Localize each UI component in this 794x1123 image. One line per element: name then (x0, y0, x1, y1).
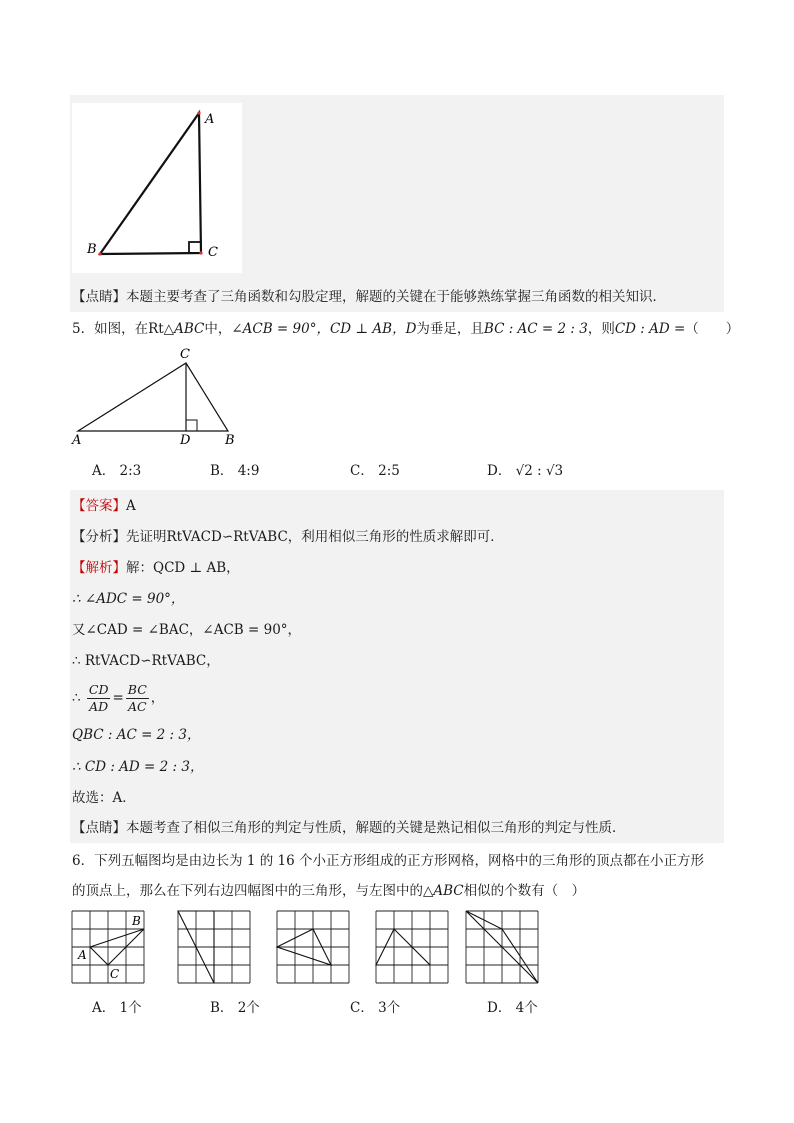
answer-line (72, 496, 136, 516)
therefore-symbol: ∴ (72, 690, 81, 706)
solution-tag: 【解析】 (72, 560, 126, 576)
solution-line-1 (72, 558, 240, 578)
question-6-line-2 (72, 881, 585, 901)
q6-option-d[interactable]: D． 4个 (487, 1000, 538, 1016)
q5-prefix: 5．如图，在 (72, 321, 149, 337)
q5-abc: ABC (174, 321, 205, 337)
solution-line-7: ∴ CD : AD = 2 : 3， (72, 759, 204, 775)
q5-cond1: ∠ACB = 90°， (231, 321, 330, 337)
fraction-tail: ， (150, 690, 165, 706)
q5-option-c[interactable]: C． 2:5 (350, 463, 400, 479)
label-C: C (208, 245, 218, 260)
solution-line-6: QBC : AC = 2 : 3， (72, 727, 201, 743)
dianjing-2-tag: 【点睛】 (72, 820, 126, 836)
solution-line-2: ∴ ∠ADC = 90°， (72, 591, 185, 607)
dianjing-text: 本题主要考查了三角函数和勾股定理，解题的关键在于能够熟练掌握三角函数的相关知识． (126, 289, 666, 305)
q6-line2a: 的顶点上，那么在下列右边四幅图中的三角形，与左图中的 (72, 883, 423, 899)
q5-rt: Rt△ (148, 321, 175, 337)
fraction-cd-ad: $\frac{CD}{AD}$ (88, 682, 109, 714)
q5-option-a[interactable]: A． 2:3 (92, 463, 142, 479)
q5-option-d[interactable]: D． √2 : √3 (487, 463, 564, 479)
fraction-bc-ac: $\frac{BC}{AC}$ (127, 682, 147, 714)
q5-label-B: B (225, 433, 235, 448)
analysis-text: 先证明RtVACD∽RtVABC，利用相似三角形的性质求解即可． (126, 529, 504, 545)
q5-option-b[interactable]: B． 4:9 (210, 463, 260, 479)
q5-cond4: BC : AC = 2 : 3 (483, 321, 588, 337)
question-5-stem (72, 319, 739, 339)
q5-label-C: C (180, 347, 190, 362)
solution-line-3: 又∠CAD = ∠BAC，∠ACB = 90°， (72, 622, 302, 638)
q6-grid-figures (70, 908, 550, 988)
q6-label-B: B (132, 914, 141, 928)
dianjing-2 (72, 818, 626, 838)
label-A: A (205, 112, 215, 127)
q5-cond2: CD ⊥ AB， (329, 321, 406, 337)
answer-value: A (126, 498, 136, 514)
q6-label-A: A (78, 948, 87, 962)
analysis-tag: 【分析】 (72, 529, 126, 545)
fraction-equals: = (112, 690, 124, 706)
top-triangle-figure (72, 103, 242, 273)
answer-tag: 【答案】 (72, 498, 126, 514)
q6-option-b[interactable]: B． 2个 (210, 1000, 260, 1016)
q5-cond5: ，则 (587, 321, 615, 337)
solution-step-1: 解：QCD ⊥ AB， (126, 560, 240, 576)
q5-paren: （ ） (685, 321, 740, 337)
q6-label-C: C (110, 967, 120, 981)
dianjing-1 (72, 287, 666, 307)
solution-line-8: 故选：A． (72, 790, 136, 806)
q5-cond3a: D (405, 321, 417, 337)
q5-zhong: 中， (204, 321, 232, 337)
question-6-line-1: 6．下列五幅图均是由边长为 1 的 16 个小正方形组成的正方形网格，网格中的三角形的顶点都在小正方形 (72, 853, 705, 869)
q6-option-c[interactable]: C． 3个 (350, 1000, 401, 1016)
question-5-figure (70, 344, 250, 448)
solution-line-5 (72, 680, 164, 716)
q5-label-A: A (72, 433, 82, 448)
q6-line2c: 相似的个数有（ ） (463, 883, 586, 899)
label-B: B (87, 242, 97, 257)
q5-cond6: CD : AD = (614, 321, 686, 337)
dianjing-2-text: 本题考查了相似三角形的判定与性质，解题的关键是熟记相似三角形的判定与性质． (126, 820, 626, 836)
q5-cond3b: 为垂足，且 (416, 321, 484, 337)
dianjing-tag: 【点睛】 (72, 289, 126, 305)
q5-label-D: D (180, 433, 191, 448)
q6-abc: △ABC (423, 883, 464, 899)
analysis-line (72, 527, 504, 547)
q6-option-a[interactable]: A． 1个 (92, 1000, 142, 1016)
solution-line-4: ∴ RtVACD∽RtVABC， (72, 653, 220, 669)
